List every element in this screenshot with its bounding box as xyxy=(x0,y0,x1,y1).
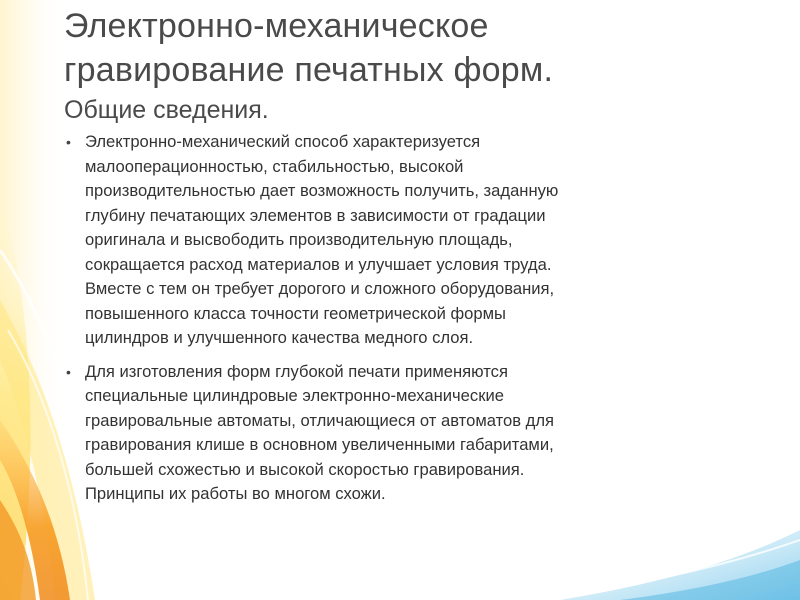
bullet-text: Электронно-механический способ характеризуется малооперационностью, стабильностью, высокой производительностью дает возможность получить, заданную глубину печатающих элементов в зависимости от градации оригинала и высвободить производительную площадь, сокращается расход материалов и улучшает условия труда. Вместе с тем он требует дорогого и сложного оборудования, повышенного класса точности геометрической формы цилиндров и улучшенного качества медного слоя. xyxy=(85,132,559,347)
slide-title xyxy=(64,4,784,127)
title-subtitle: Общие сведения. xyxy=(64,96,269,124)
bullet-marker: • xyxy=(66,363,71,380)
bullet-item xyxy=(64,360,724,507)
bullet-list xyxy=(64,130,724,516)
bullet-text: Для изготовления форм глубокой печати применяются специальные цилиндровые электронно-механические гравировальные автоматы, отличающиеся от автоматов для гравирования клише в основном увеличенными габаритами, большей схожестью и высокой скоростью гравирования. Принципы их работы во многом схожи. xyxy=(85,361,555,503)
title-main: Электронно-механическое гравирование печатных форм. xyxy=(64,7,554,89)
bullet-marker: • xyxy=(66,134,71,150)
bullet-item xyxy=(64,130,724,351)
